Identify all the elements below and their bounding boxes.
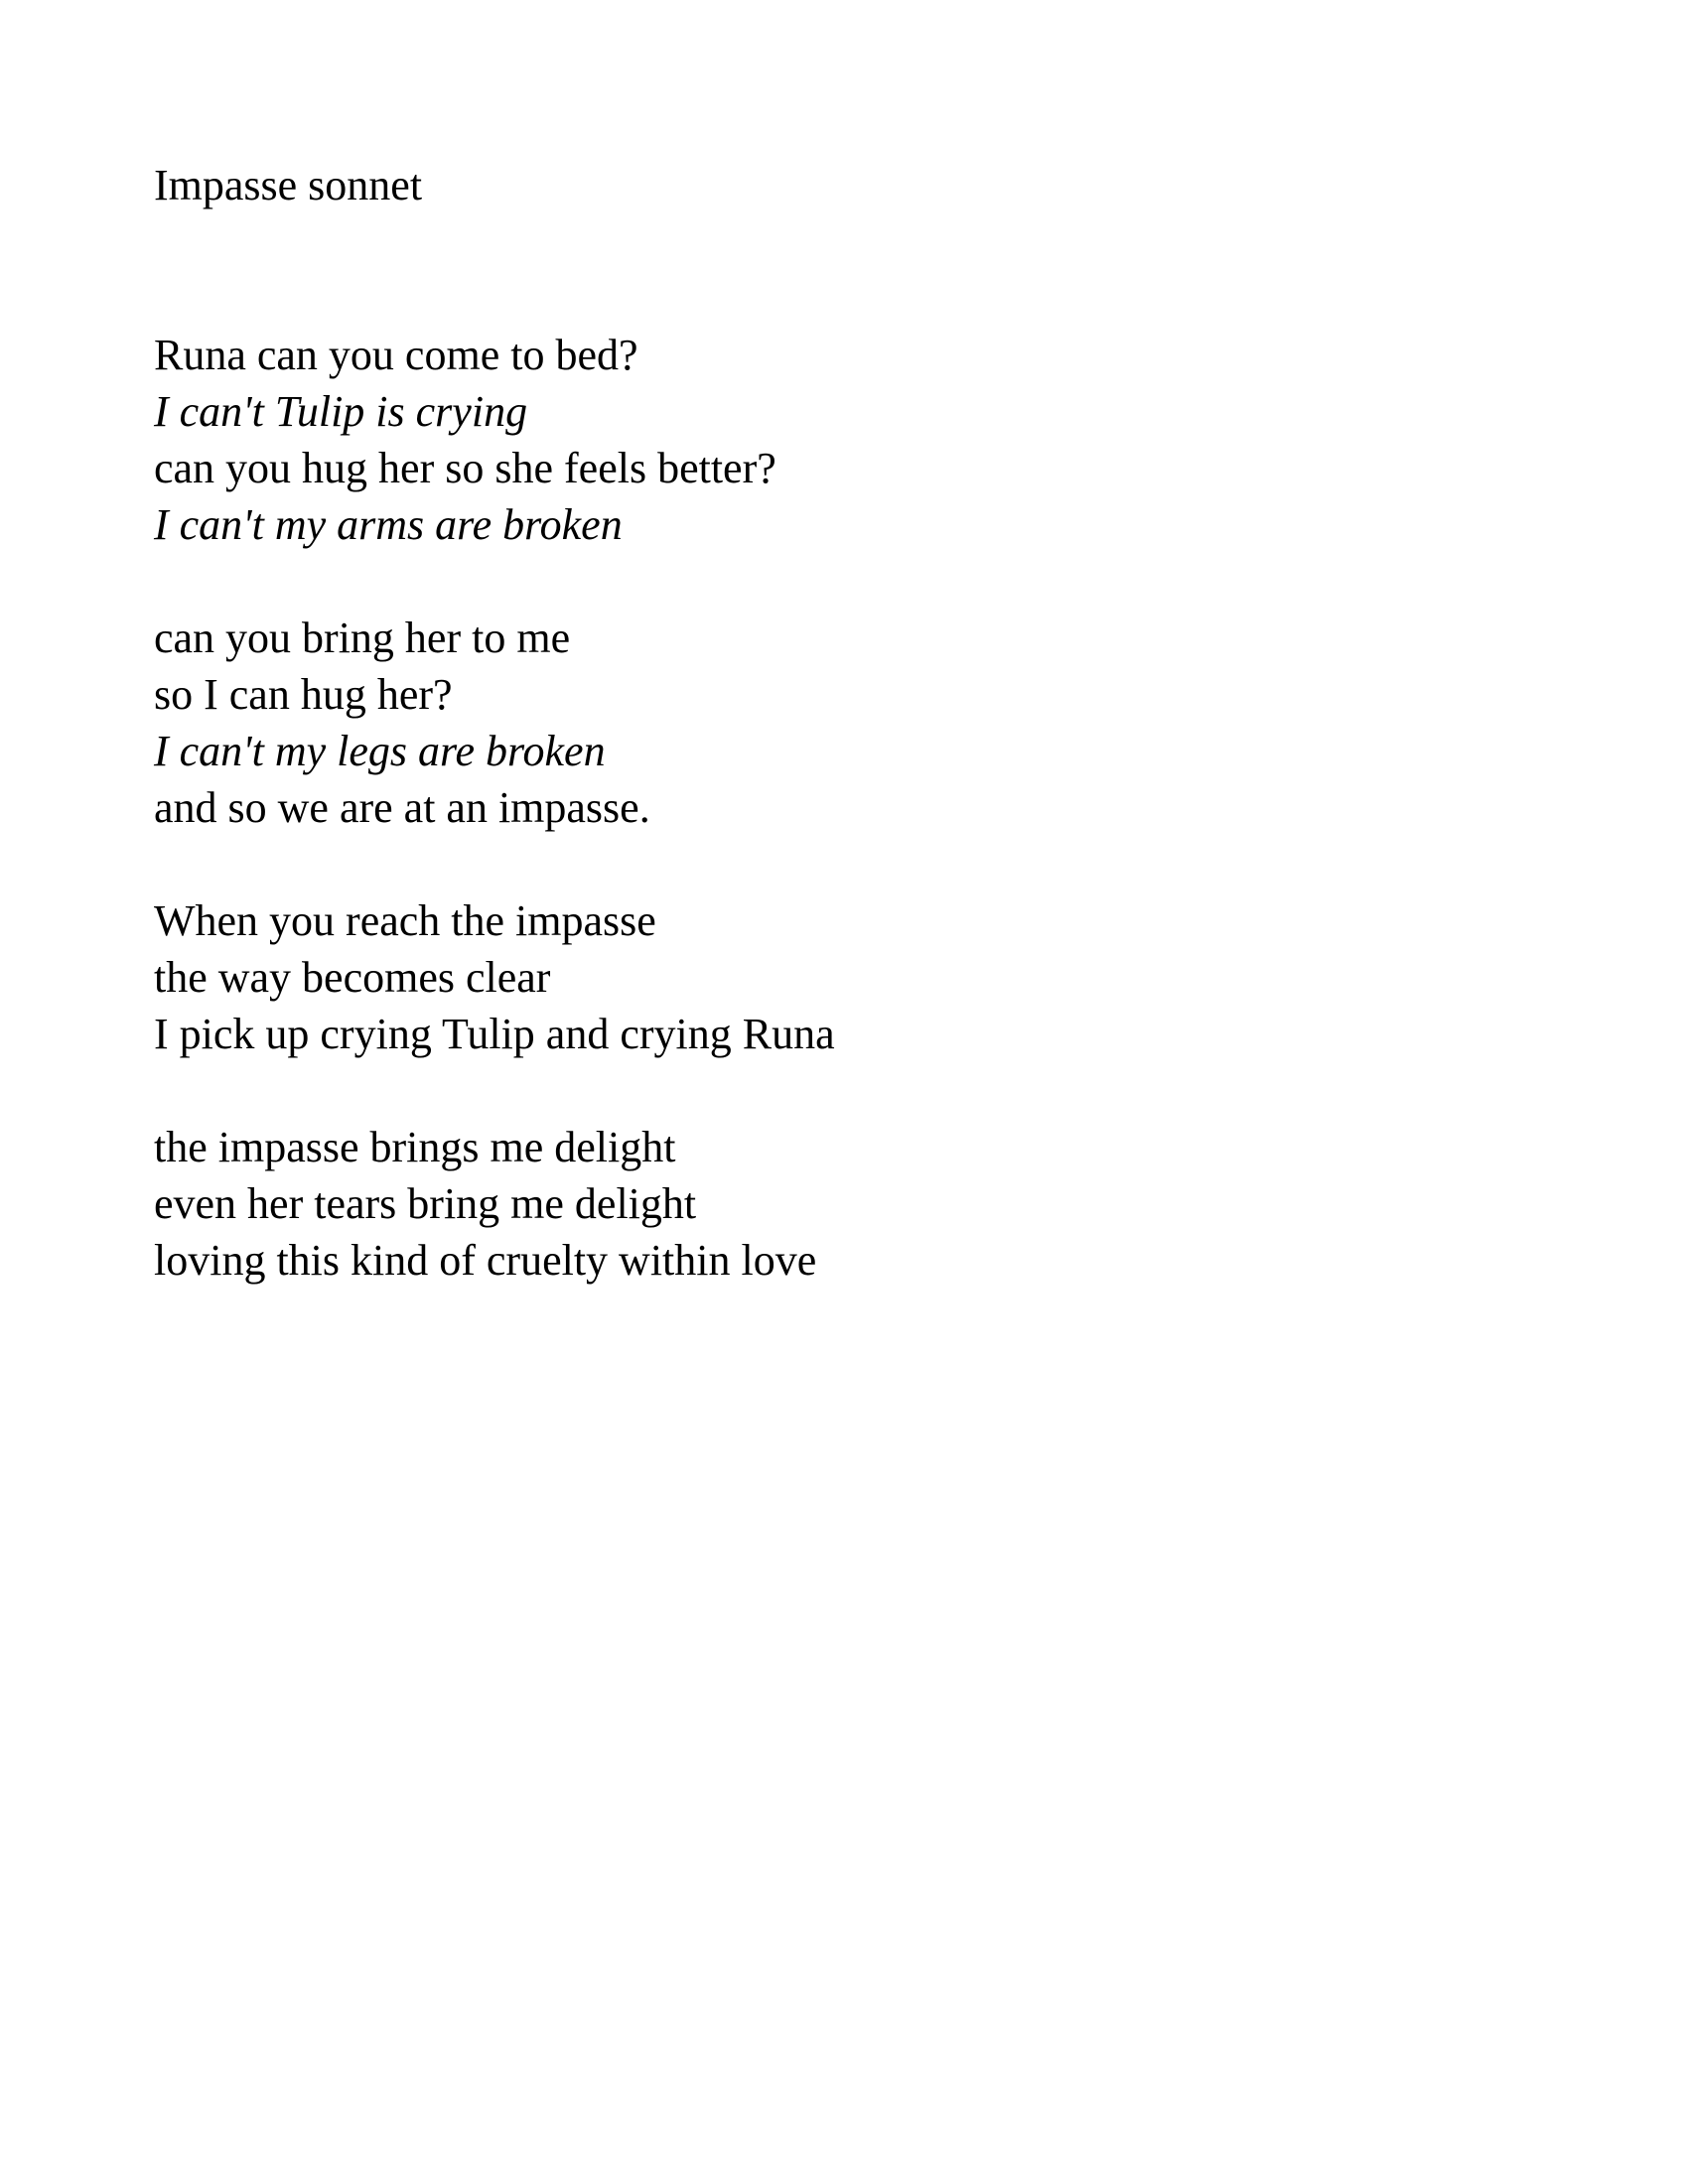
poem-line: Runa can you come to bed?: [154, 331, 638, 379]
poem-line: even her tears bring me delight: [154, 1179, 697, 1228]
poem-line-italic: I can't Tulip is crying: [154, 387, 528, 436]
poem-line: loving this kind of cruelty within love: [154, 1236, 817, 1285]
poem-line: and so we are at an impasse.: [154, 783, 650, 832]
stanza-3: [154, 892, 1544, 1062]
poem-line: the way becomes clear: [154, 953, 551, 1002]
poem-line-italic: I can't my arms are broken: [154, 500, 623, 549]
stanza-2: [154, 610, 1544, 836]
poem-line: can you hug her so she feels better?: [154, 444, 776, 492]
poem-title: Impasse sonnet: [154, 161, 423, 209]
poem-line: can you bring her to me: [154, 614, 571, 662]
stanza-1: [154, 327, 1544, 553]
poem-line-italic: I can't my legs are broken: [154, 727, 606, 775]
poem-line: When you reach the impasse: [154, 896, 656, 945]
poem-line: I pick up crying Tulip and crying Runa: [154, 1010, 835, 1058]
stanza-4: [154, 1119, 1544, 1289]
poem-body: [154, 327, 1544, 1345]
poem-line: so I can hug her?: [154, 670, 453, 719]
poem-line: the impasse brings me delight: [154, 1123, 676, 1171]
